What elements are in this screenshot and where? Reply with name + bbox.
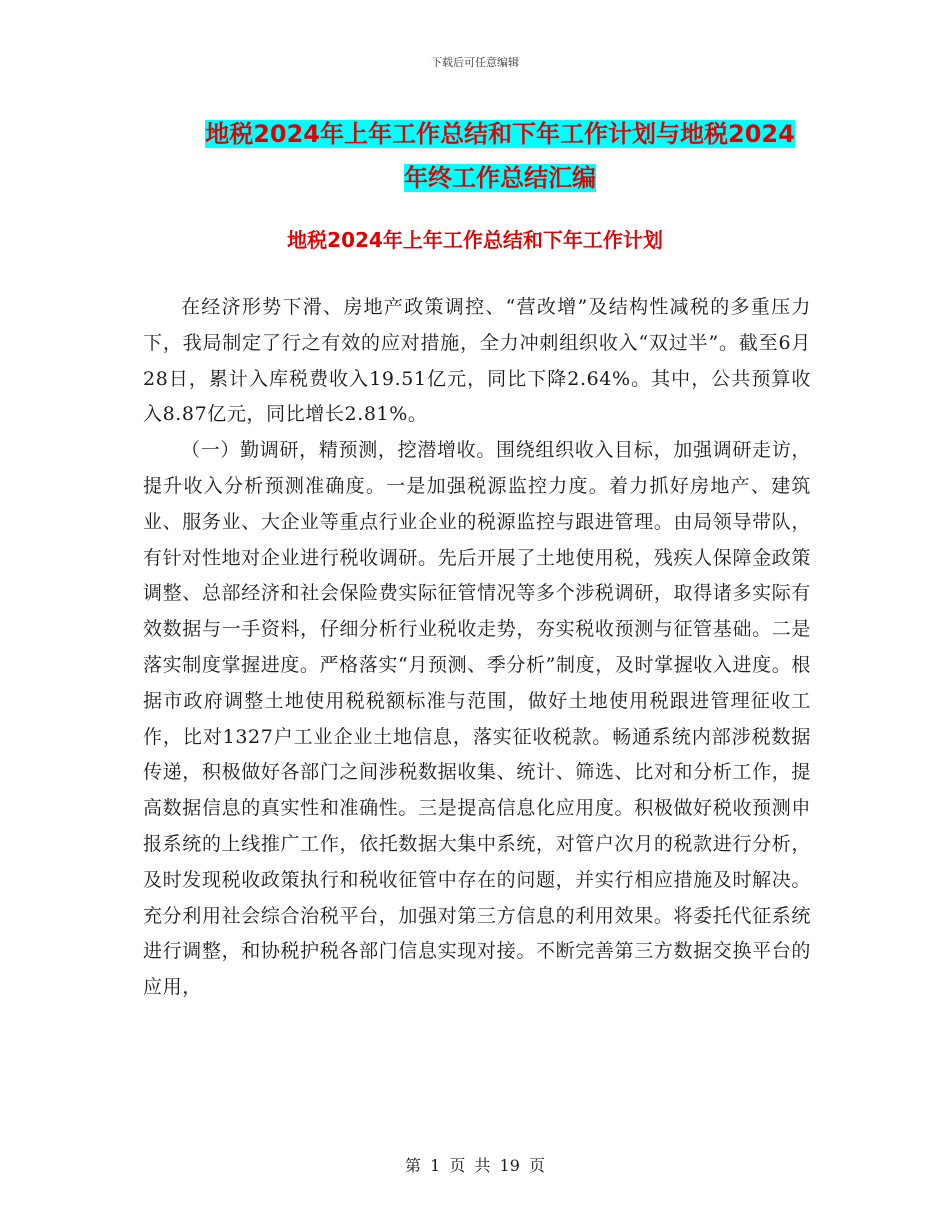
document-title-line-2: 年终工作总结汇编 [404,164,596,192]
header-note: 下载后可任意编辑 [431,56,519,69]
document-title-line-1: 地税2024年上年工作总结和下年工作计划与地税2024 [205,120,795,148]
document-body [143,290,811,1006]
document-title [140,112,860,200]
paragraph: （一）勤调研，精预测，挖潜增收。围绕组织收入目标，加强调研走访，提升收入分析预测准确度。一是加强税源监控力度。着力抓好房地产、建筑业、服务业、大企业等重点行业企业的税源监控与跟进管理。由局领导带队，有针对性地对企业进行税收调研。先后开展了土地使用税，残疾人保障金政策调整、总部经济和社会保险费实际征管情况等多个涉税调研，取得诸多实际有效数据与一手资料，仔细分析行业税收走势，夯实税收预测与征管基础。二是落实制度掌握进度。严格落实“月预测、季分析”制度，及时掌握收入进度。根据市政府调整土地使用税税额标准与范围，做好土地使用税跟进管理征收工作，比对1327户工业企业土地信息，落实征收税款。畅通系统内部涉税数据传递，积极做好各部门之间涉税数据收集、统计、筛选、比对和分析工作，提高数据信息的真实性和准确性。三是提高信息化应用度。积极做好税收预测申报系统的上线推广工作，依托数据大集中系统，对管户次月的税款进行分析，及时发现税收政策执行和税收征管中存在的问题，并实行相应措施及时解决。充分利用社会综合治税平台，加强对第三方信息的利用效果。将委托代征系统进行调整，和协税护税各部门信息实现对接。不断完善第三方数据交换平台的应用， [143,439,811,999]
page-number-footer: 第 1 页 共 19 页 [405,1156,545,1175]
section-title: 地税2024年上年工作总结和下年工作计划 [287,228,663,252]
paragraph: 在经济形势下滑、房地产政策调控、“营改增”及结构性减税的多重压力下，我局制定了行之有效的应对措施，全力冲刺组织收入“双过半”。截至6月28日，累计入库税费收入19.51亿元，同比下降2.64%。其中，公共预算收入8.87亿元，同比增长2.81%。 [143,296,811,426]
